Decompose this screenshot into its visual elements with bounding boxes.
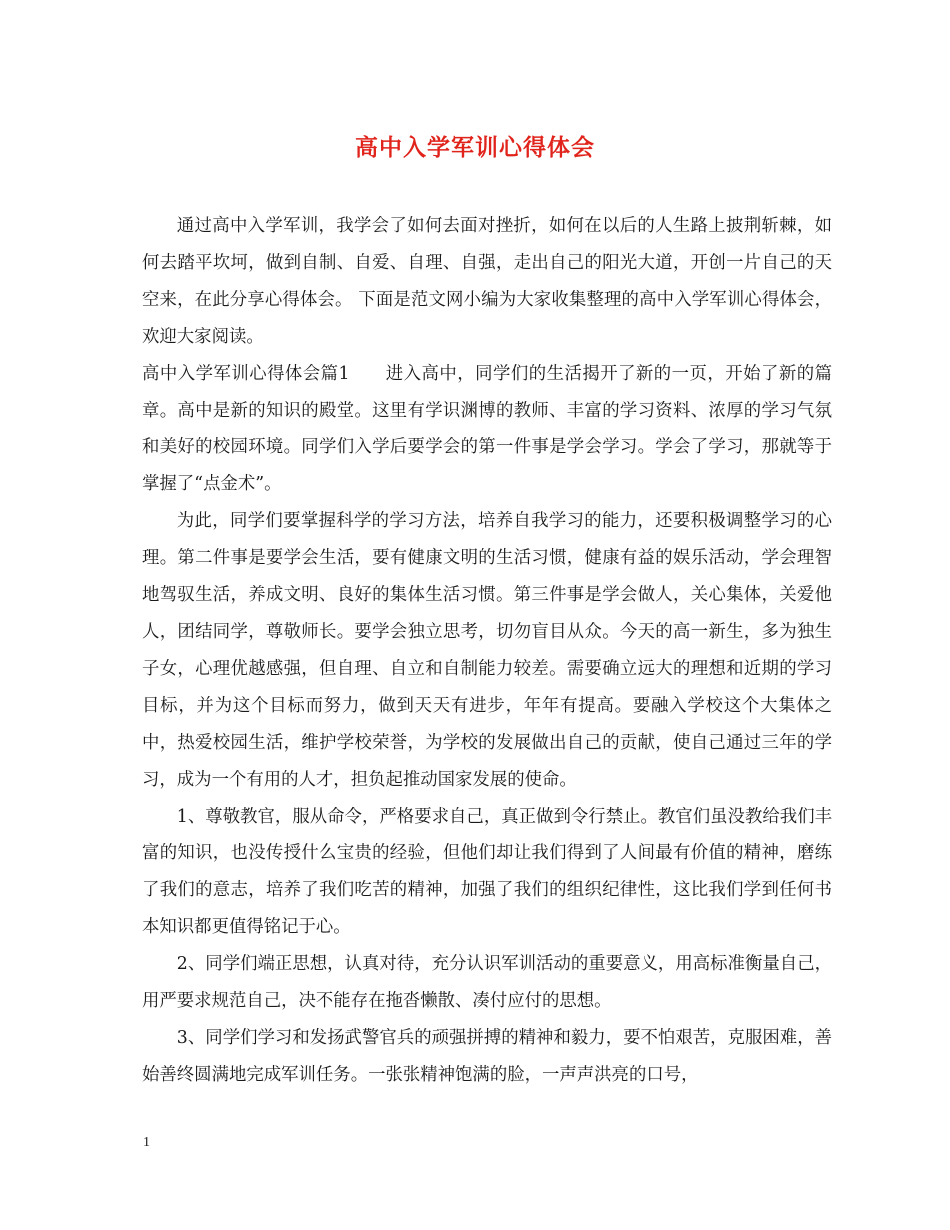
paragraph-point-3: 3、同学们学习和发扬武警官兵的顽强拼搏的精神和毅力，要不怕艰苦，克服困难，善始善终圆满地完成军训任务。一张张精神饱满的脸，一声声洪亮的口号， [142,1027,832,1085]
document-body [142,208,832,1094]
document-title: 高中入学军训心得体会 [355,134,595,161]
paragraph-intro: 通过高中入学军训，我学会了如何去面对挫折，如何在以后的人生路上披荆斩棘，如何去踏平坎坷，做到自制、自爱、自理、自强，走出自己的阳光大道，开创一片自己的天空来，在此分享心得体会。 下面是范文网小编为大家收集整理的高中入学军训心得体会，欢迎大家阅读。 [142,216,832,347]
paragraph-section-1: 高中入学军训心得体会篇1 进入高中，同学们的生活揭开了新的一页，开始了新的篇章。高中是新的知识的殿堂。这里有学识渊博的教师、丰富的学习资料、浓厚的学习气氛和美好的校园环境。同学们入学后要学会的第一件事是学会学习。学会了学习，那就等于掌握了“点金术”。 [142,363,832,495]
paragraph-point-2: 2、同学们端正思想，认真对待，充分认识军训活动的重要意义，用高标准衡量自己，用严要求规范自己，决不能存在拖沓懒散、凑付应付的思想。 [142,954,832,1012]
paragraph-study-life: 为此，同学们要掌握科学的学习方法，培养自我学习的能力，还要积极调整学习的心理。第二件事是要学会生活，要有健康文明的生活习惯，健康有益的娱乐活动，学会理智地驾驭生活，养成文明、良好的集体生活习惯。第三件事是学会做人，关心集体，关爱他人，团结同学，尊敬师长。要学会独立思考，切勿盲目从众。今天的高一新生，多为独生子女，心理优越感强，但自理、自立和自制能力较差。需要确立远大的理想和近期的学习目标，并为这个目标而努力，做到天天有进步，年年有提高。要融入学校这个大集体之中，热爱校园生活，维护学校荣誉，为学校的发展做出自己的贡献，使自己通过三年的学习，成为一个有用的人才，担负起推动国家发展的使命。 [142,511,832,790]
paragraph-point-1: 1、尊敬教官，服从命令，严格要求自己，真正做到令行禁止。教官们虽没教给我们丰富的知识，也没传授什么宝贵的经验，但他们却让我们得到了人间最有价值的精神，磨练了我们的意志，培养了我们吃苦的精神，加强了我们的组织纪律性，这比我们学到任何书本知识都更值得铭记于心。 [142,806,832,938]
page-number: 1 [143,1135,150,1150]
